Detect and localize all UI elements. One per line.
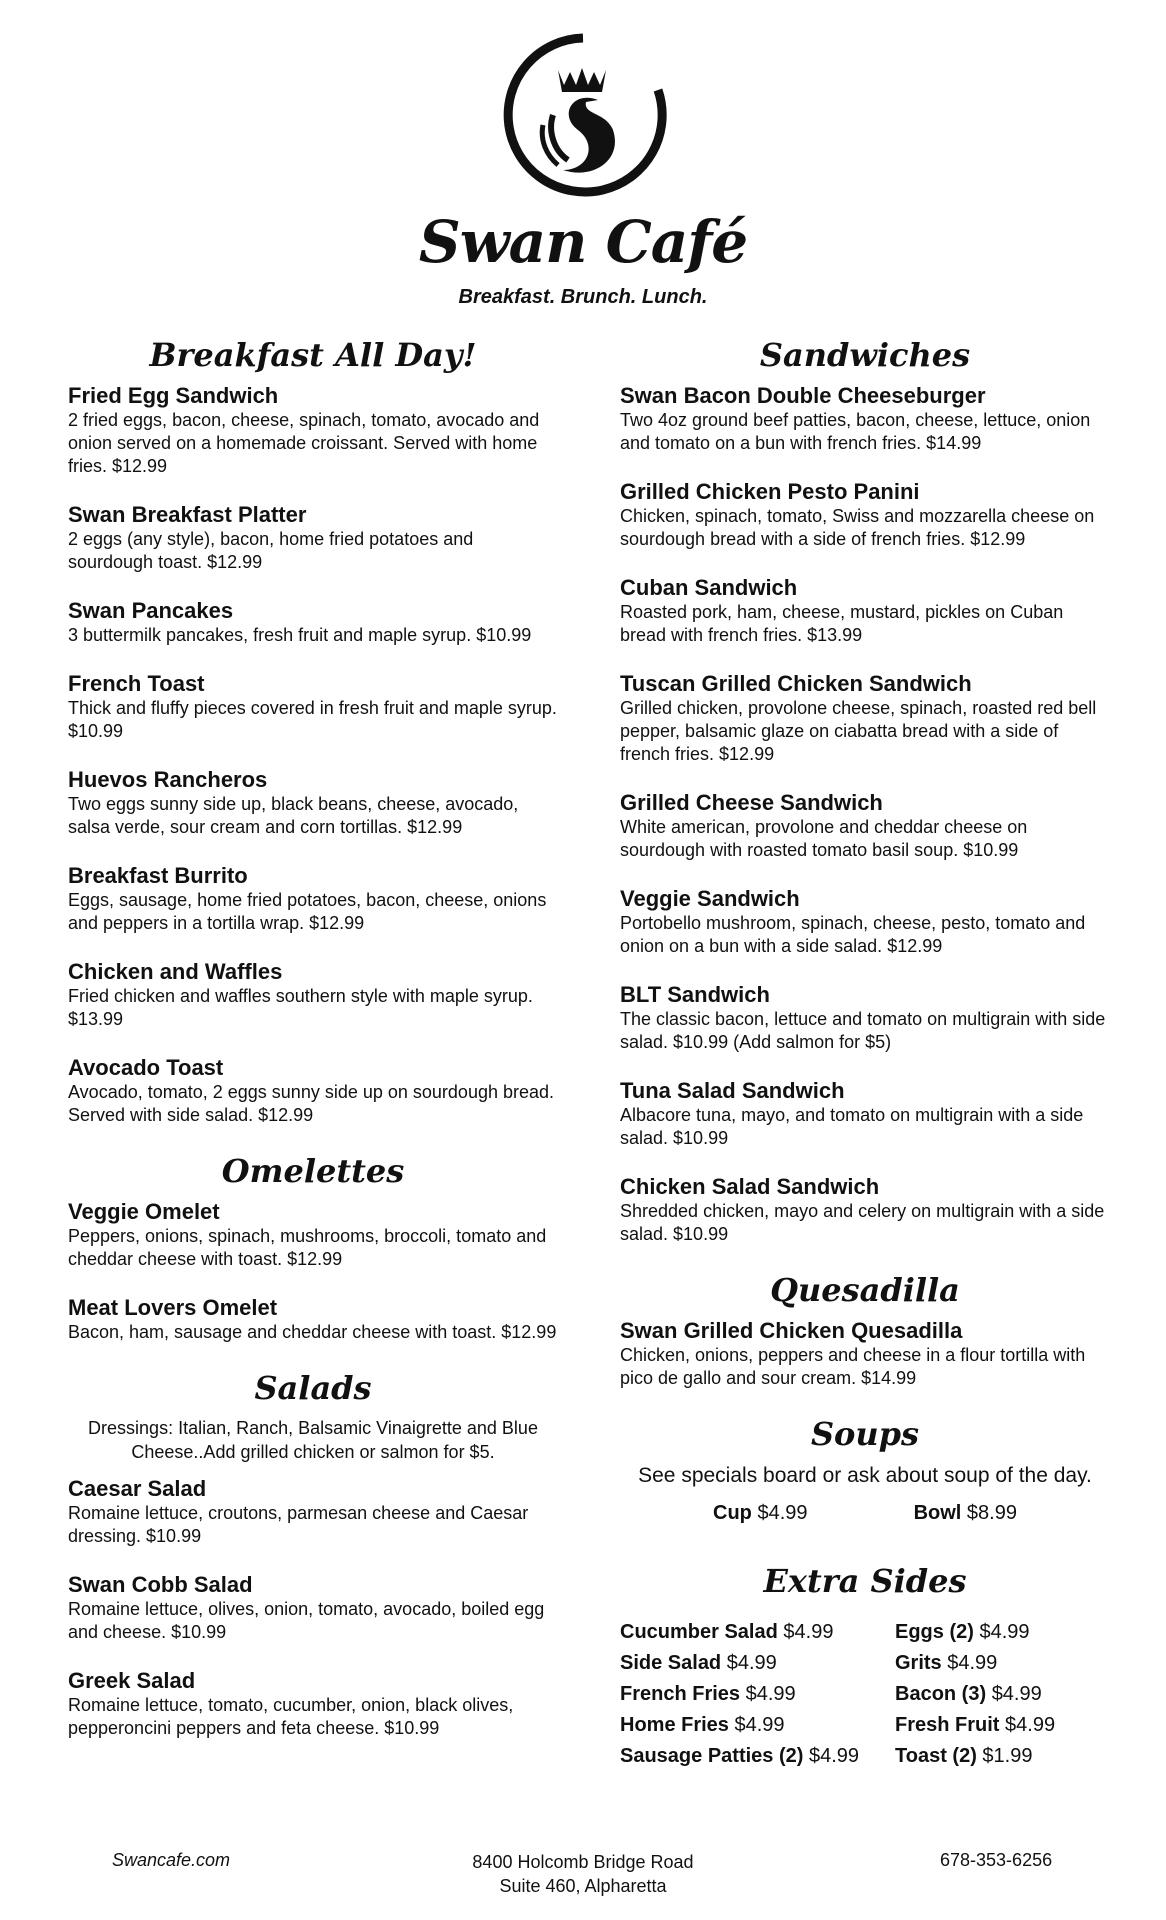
side-item-name: Cucumber Salad <box>620 1621 778 1643</box>
side-item <box>895 1745 1110 1768</box>
menu-item-description: Albacore tuna, mayo, and tomato on multigrain with a side salad. $10.99 <box>620 1105 1084 1148</box>
menu-item-description: Bacon, ham, sausage and cheddar cheese with toast. $12.99 <box>68 1322 557 1342</box>
extra-sides-grid <box>620 1621 1110 1768</box>
menu-header <box>0 30 1166 309</box>
menu-item-name: Swan Bacon Double Cheeseburger <box>620 383 986 408</box>
menu-item <box>620 383 1110 455</box>
left-column <box>68 335 558 1764</box>
menu-item-name: Avocado Toast <box>68 1055 224 1080</box>
side-item-price: $4.99 <box>734 1714 785 1736</box>
menu-item <box>68 1572 558 1644</box>
menu-item <box>68 671 558 743</box>
side-item-name: Side Salad <box>620 1652 722 1674</box>
section-title-extra-sides: Extra Sides <box>763 1562 967 1600</box>
side-item-name: Grits <box>895 1652 942 1674</box>
menu-item-description: Fried chicken and waffles southern style with maple syrup. $13.99 <box>68 986 533 1029</box>
side-item <box>620 1621 895 1644</box>
menu-item-description: 2 eggs (any style), bacon, home fried potatoes and sourdough toast. $12.99 <box>68 529 474 572</box>
salad-dressings-note: Dressings: Italian, Ranch, Balsamic Vinaigrette and Blue Cheese..Add grilled chicken or salmon for $5. <box>88 1418 538 1462</box>
menu-item-name: Swan Pancakes <box>68 598 234 623</box>
menu-item <box>68 502 558 574</box>
side-item-name: French Fries <box>620 1683 741 1705</box>
menu-item-name: Cuban Sandwich <box>620 575 798 600</box>
quesadilla-list <box>620 1318 1110 1390</box>
soup-bowl-label: Bowl <box>913 1502 962 1524</box>
side-item-price: $4.99 <box>979 1621 1030 1643</box>
side-item-name: Bacon (3) <box>895 1683 987 1705</box>
side-item <box>620 1714 895 1737</box>
section-title-sandwiches: Sandwiches <box>759 336 971 374</box>
menu-item <box>620 479 1110 551</box>
side-item-price: $4.99 <box>991 1683 1042 1705</box>
side-item <box>895 1714 1110 1737</box>
menu-item-description: 3 buttermilk pancakes, fresh fruit and maple syrup. $10.99 <box>68 625 532 645</box>
right-column <box>620 335 1110 1768</box>
menu-item <box>68 383 558 478</box>
menu-item-description: Thick and fluffy pieces covered in fresh fruit and maple syrup. $10.99 <box>68 698 557 741</box>
menu-item-name: Grilled Chicken Pesto Panini <box>620 479 920 504</box>
menu-item <box>620 671 1110 766</box>
menu-item <box>620 1078 1110 1150</box>
menu-item-name: Swan Breakfast Platter <box>68 502 307 527</box>
menu-item-name: Grilled Cheese Sandwich <box>620 790 883 815</box>
section-title-quesadilla: Quesadilla <box>770 1271 960 1309</box>
side-item-price: $4.99 <box>808 1745 860 1767</box>
menu-item <box>620 1318 1110 1390</box>
menu-item-name: BLT Sandwich <box>620 982 770 1007</box>
soup-note: See specials board or ask about soup of the day. <box>638 1464 1092 1487</box>
side-item-price: $4.99 <box>726 1652 777 1674</box>
side-item-price: $1.99 <box>982 1745 1033 1767</box>
omelettes-list <box>68 1199 558 1344</box>
menu-item-description: Romaine lettuce, croutons, parmesan cheese and Caesar dressing. $10.99 <box>68 1503 529 1546</box>
soup-cup <box>713 1502 808 1525</box>
menu-item-name: French Toast <box>68 671 205 696</box>
menu-item-description: White american, provolone and cheddar cheese on sourdough with roasted tomato basil soup. $10.99 <box>620 817 1028 860</box>
menu-item-description: 2 fried eggs, bacon, cheese, spinach, tomato, avocado and onion served on a homemade croissant. Served with home fries. $12.99 <box>68 410 540 476</box>
website-link[interactable]: Swancafe.com <box>112 1850 231 1870</box>
side-item <box>620 1683 895 1706</box>
menu-item <box>68 1476 558 1548</box>
side-item-price: $4.99 <box>947 1652 998 1674</box>
menu-item-name: Swan Grilled Chicken Quesadilla <box>620 1318 963 1343</box>
side-item <box>895 1621 1110 1644</box>
menu-item-description: Eggs, sausage, home fried potatoes, bacon, cheese, onions and peppers in a tortilla wrap. $12.99 <box>68 890 547 933</box>
menu-item-description: Portobello mushroom, spinach, cheese, pesto, tomato and onion on a bun with a side salad. $12.99 <box>620 913 1086 956</box>
menu-item-description: The classic bacon, lettuce and tomato on multigrain with side salad. $10.99 (Add salmon for $5) <box>620 1009 1106 1052</box>
side-item <box>895 1652 1110 1675</box>
breakfast-list <box>68 383 558 1127</box>
sides-left <box>620 1621 895 1768</box>
salads-list <box>68 1476 558 1740</box>
menu-item <box>68 1055 558 1127</box>
menu-item-name: Breakfast Burrito <box>68 863 248 888</box>
menu-item-name: Meat Lovers Omelet <box>68 1295 278 1320</box>
cafe-name: Swan Café <box>418 208 748 276</box>
soup-bowl <box>914 1502 1017 1525</box>
side-item-price: $4.99 <box>745 1683 796 1705</box>
menu-item-name: Greek Salad <box>68 1668 196 1693</box>
side-item-name: Toast (2) <box>895 1745 977 1767</box>
section-title-soups: Soups <box>810 1415 920 1453</box>
side-item-name: Sausage Patties (2) <box>620 1745 804 1767</box>
menu-item <box>68 959 558 1031</box>
soup-cup-price: $4.99 <box>757 1502 808 1524</box>
menu-item <box>620 982 1110 1054</box>
menu-item-name: Tuna Salad Sandwich <box>620 1078 845 1103</box>
menu-item <box>620 575 1110 647</box>
menu-item-description: Romaine lettuce, tomato, cucumber, onion, black olives, pepperoncini peppers and feta cheese. $10.99 <box>68 1695 514 1738</box>
phone-number: 678-353-6256 <box>940 1850 1053 1870</box>
menu-item-description: Romaine lettuce, olives, onion, tomato, avocado, boiled egg and cheese. $10.99 <box>68 1599 545 1642</box>
menu-item-name: Veggie Sandwich <box>620 886 800 911</box>
menu-item <box>68 1668 558 1740</box>
menu-item <box>68 1199 558 1271</box>
soup-cup-label: Cup <box>713 1502 752 1524</box>
menu-item <box>68 767 558 839</box>
sides-right <box>895 1621 1110 1768</box>
menu-item-name: Huevos Rancheros <box>68 767 268 792</box>
menu-item-description: Two 4oz ground beef patties, bacon, cheese, lettuce, onion and tomato on a bun with french fries. $14.99 <box>620 410 1091 453</box>
side-item <box>895 1683 1110 1706</box>
side-item-name: Eggs (2) <box>895 1621 974 1643</box>
menu-item <box>68 598 558 647</box>
menu-item <box>68 863 558 935</box>
menu-item-description: Grilled chicken, provolone cheese, spinach, roasted red bell pepper, balsamic glaze on ciabatta bread with a side of french fries. $12.99 <box>620 698 1097 764</box>
side-item-name: Fresh Fruit <box>895 1714 1000 1736</box>
soup-bowl-price: $8.99 <box>966 1502 1017 1524</box>
menu-item <box>68 1295 558 1344</box>
side-item-price: $4.99 <box>783 1621 834 1643</box>
menu-item <box>620 790 1110 862</box>
section-title-salads: Salads <box>254 1369 372 1407</box>
menu-item-name: Caesar Salad <box>68 1476 207 1501</box>
swan-logo-icon <box>498 30 668 200</box>
menu-item-description: Chicken, onions, peppers and cheese in a flour tortilla with pico de gallo and sour cream. $14.99 <box>620 1345 1086 1388</box>
side-item <box>620 1652 895 1675</box>
side-item-name: Home Fries <box>620 1714 729 1736</box>
menu-item-name: Chicken Salad Sandwich <box>620 1174 880 1199</box>
soup-prices <box>620 1502 1110 1525</box>
address-line-1: 8400 Holcomb Bridge Road <box>472 1852 694 1872</box>
menu-item-description: Peppers, onions, spinach, mushrooms, broccoli, tomato and cheddar cheese with toast. $12.99 <box>68 1226 547 1269</box>
menu-item-name: Veggie Omelet <box>68 1199 220 1224</box>
section-title-omelettes: Omelettes <box>221 1152 405 1190</box>
menu-item-name: Swan Cobb Salad <box>68 1572 253 1597</box>
menu-item <box>620 886 1110 958</box>
tagline: Breakfast. Brunch. Lunch. <box>458 286 708 308</box>
menu-item-description: Shredded chicken, mayo and celery on multigrain with a side salad. $10.99 <box>620 1201 1105 1244</box>
menu-item-description: Two eggs sunny side up, black beans, cheese, avocado, salsa verde, sour cream and corn tortillas. $12.99 <box>68 794 519 837</box>
sandwiches-list <box>620 383 1110 1246</box>
side-item-price: $4.99 <box>1005 1714 1056 1736</box>
menu-item-name: Fried Egg Sandwich <box>68 383 279 408</box>
side-item <box>620 1745 895 1768</box>
menu-item-description: Chicken, spinach, tomato, Swiss and mozzarella cheese on sourdough bread with a side of french fries. $12.99 <box>620 506 1095 549</box>
menu-item-name: Tuscan Grilled Chicken Sandwich <box>620 671 972 696</box>
menu-item-name: Chicken and Waffles <box>68 959 283 984</box>
menu-item-description: Roasted pork, ham, cheese, mustard, pickles on Cuban bread with french fries. $13.99 <box>620 602 1064 645</box>
menu-item <box>620 1174 1110 1246</box>
address-line-2: Suite 460, Alpharetta <box>499 1876 667 1896</box>
section-title-breakfast: Breakfast All Day! <box>149 336 477 374</box>
menu-item-description: Avocado, tomato, 2 eggs sunny side up on sourdough bread. Served with side salad. $12.99 <box>68 1082 555 1125</box>
